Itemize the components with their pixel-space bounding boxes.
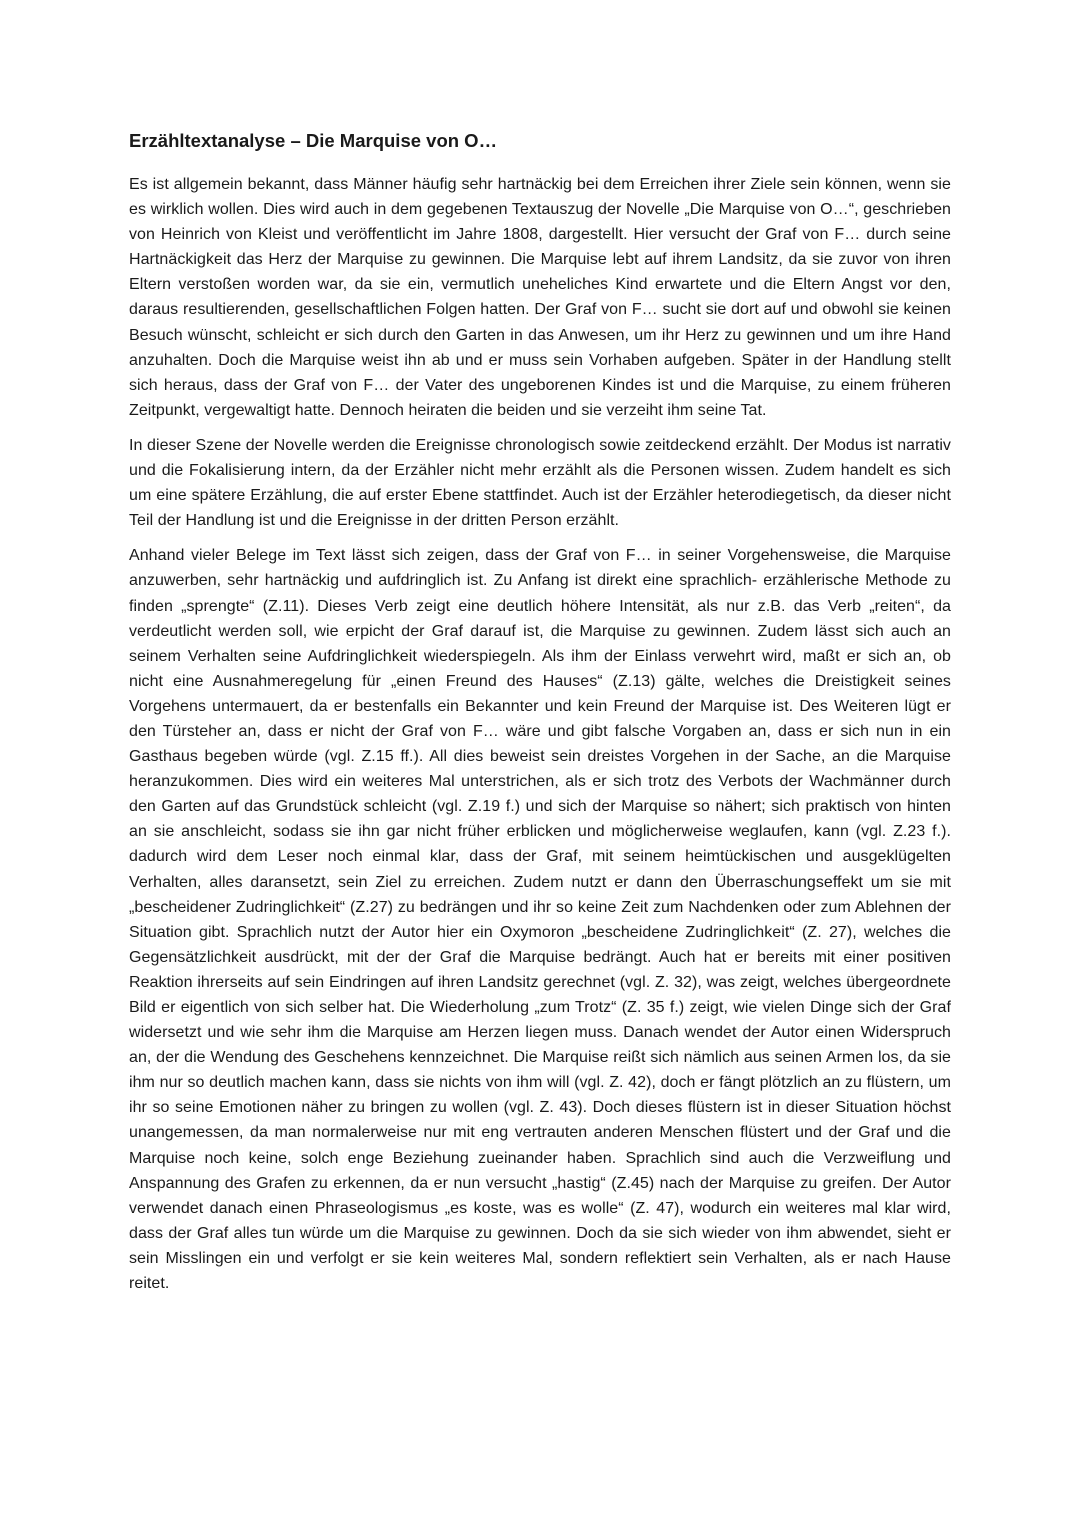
paragraph-narration: In dieser Szene der Novelle werden die Ereignisse chronologisch sowie zeitdeckend erzählt. Der Modus ist narrativ und die Fokalisierung intern, da der Erzähler nicht mehr erzählt als die Personen wissen. Zudem handelt es sich um eine spätere Erzählung, die auf erster Ebene stattfindet. Auch ist der Erzähler heterodiegetisch, da dieser nicht Teil der Handlung ist und die Ereignisse in der dritten Person erzählt. bbox=[129, 436, 951, 530]
paragraph-analysis: Anhand vieler Belege im Text lässt sich zeigen, dass der Graf von F… in seiner Vorgehensweise, die Marquise anzuwerben, sehr hartnäckig und aufdringlich ist. Zu Anfang ist direkt eine sprachlich- erzählerische Methode zu finden „sprengte“ (Z.11). Dieses Verb zeigt eine deutlich höhere Intensität, als nur z.B. das Verb „reiten“, da verdeutlicht werden soll, wie erpicht der Graf darauf ist, die Marquise zu gewinnen. Zudem lässt sich auch an seinem Verhalten seine Aufdringlichkeit wiederspiegeln. Als ihm der Einlass verwehrt wird, maßt er sich an, ob nicht eine Ausnahmeregelung für „einen Freund des Hauses“ (Z.13) gälte, welches die Dreistigkeit seines Vorgehens untermauert, da er bestenfalls ein Bekannter und kein Freund der Marquise ist. Des Weiteren lügt er den Türsteher an, dass er nicht der Graf von F… wäre und gibt falsche Vorgaben an, dass er sich nun in ein Gasthaus begeben würde (vgl. Z.15 ff.). All dies beweist sein dreistes Vorgehen in der Sache, an die Marquise heranzukommen. Dies wird ein weiteres Mal unterstrichen, als er sich trotz des Verbots der Wachmänner durch den Garten auf das Grundstück schleicht (vgl. Z.19 f.) und sich der Marquise so nähert; sich praktisch von hinten an sie anschleicht, sodass sie ihn gar nicht früher erblicken und möglicherweise weglaufen, kann (vgl. Z.23 f.). dadurch wird dem Leser noch einmal klar, dass der Graf, mit seinem heimtückischen und ausgeklügelten Verhalten, alles daransetzt, sein Ziel zu erreichen. Zudem nutzt er dann den Überraschungseffekt um sie mit „bescheidener Zudringlichkeit“ (Z.27) zu bedrängen und ihr so keine Zeit zum Nachdenken oder zum Ablehnen der Situation gibt. Sprachlich nutzt der Autor hier ein Oxymoron „bescheidene Zudringlichkeit“ (Z. 27), welches die Gegensätzlichkeit ausdrückt, mit der der Graf die Marquise bedrängt. Auch hat er bereits mit einer positiven Reaktion ihrerseits auf sein Eindringen auf ihren Landsitz gerechnet (vgl. Z. 32), was zeigt, welches übergeordnete Bild er eigentlich von sich selber hat. Die Wiederholung „zum Trotz“ (Z. 35 f.) zeigt, wie vielen Dinge sich der Graf widersetzt und wie sehr ihm die Marquise am Herzen liegen muss. Danach wendet der Autor einen Widerspruch an, der die Wendung des Geschehens kennzeichnet. Die Marquise reißt sich nämlich aus seinen Armen los, da sie ihm nur so deutlich machen kann, dass sie nichts von ihm will (vgl. Z. 42), doch er fängt plötzlich an zu flüstern, um ihr so seine Emotionen näher zu bringen zu wollen (vgl. Z. 43). Doch dieses flüstern ist in dieser Situation höchst unangemessen, da man normalerweise nur mit eng vertrauten anderen Menschen flüstert und der Graf und die Marquise noch keine, solch enge Beziehung zueinander haben. Sprachlich sind auch die Verzweiflung und Anspannung des Grafen zu erkennen, da er nun versucht „hastig“ (Z.45) nach der Marquise zu greifen. Der Autor verwendet danach einen Phraseologismus „es koste, was es wolle“ (Z. 47), wodurch ein weiteres mal klar wird, dass der Graf alles tun würde um die Marquise zu gewinnen. Doch da sie sich wieder von ihm abwendet, sieht er sein Misslingen ein und verfolgt er sie kein weiteres Mal, sondern reflektiert sein Verhalten, als er nach Hause reitet. bbox=[129, 547, 951, 1293]
paragraph-intro: Es ist allgemein bekannt, dass Männer häufig sehr hartnäckig bei dem Erreichen ihrer Ziele sein können, wenn sie es wirklich wollen. Dies wird auch in dem gegebenen Textauszug der Novelle „Die Marquise von O…“, geschrieben von Heinrich von Kleist und veröffentlicht im Jahre 1808, dargestellt. Hier versucht der Graf von F… durch seine Hartnäckigkeit das Herz der Marquise zu gewinnen. Die Marquise lebt auf ihrem Landsitz, da sie zuvor von ihren Eltern verstoßen worden war, da sie ein, vermutlich uneheliches Kind erwartete und die Eltern Angst vor den, daraus resultierenden, gesellschaftlichen Folgen hatten. Der Graf von F… sucht sie dort auf und obwohl sie keinen Besuch wünscht, schleicht er sich durch den Garten in das Anwesen, um ihr Herz zu gewinnen und um ihre Hand anzuhalten. Doch die Marquise weist ihn ab und er muss sein Vorhaben aufgeben. Später in der Handlung stellt sich heraus, dass der Graf von F… der Vater des ungeborenen Kindes ist und die Marquise, zu einem früheren Zeitpunkt, vergewaltigt hatte. Dennoch heiraten die beiden und sie verzeiht ihm seine Tat. bbox=[129, 176, 951, 419]
document-page bbox=[129, 128, 951, 1306]
document-title: Erzähltextanalyse – Die Marquise von O… bbox=[129, 130, 498, 151]
